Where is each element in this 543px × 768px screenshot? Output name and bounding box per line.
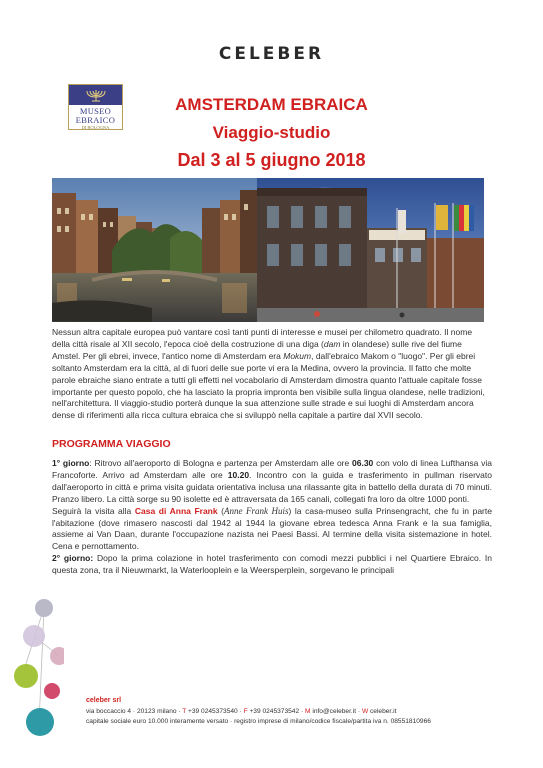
logo-line-2: EBRAICO: [75, 115, 116, 125]
brand-logo-text: CELEBER: [218, 44, 325, 64]
anne-frank-paragraph: Seguirà la visita alla Casa di Anna Frank (Anne Frank Huis) la casa-museo sulla Prinsengracht, che fu in parte l'abitazione (dove rimasero nascosti dal 1942 al 1944 la giovane ebrea tedesca Anna Frank e la sua famiglia, assieme ai Van Daan, durante l'occupazione nazista nei Paesi Bassi. Al termine della visita sistemazione in hotel. Cena e pernottamento.: [52, 505, 492, 552]
logo-line-3: DI BOLOGNA: [81, 125, 110, 130]
title-line-1: AMSTERDAM EBRAICA: [175, 95, 368, 114]
anne-frank-house-link: Casa di Anna Frank: [134, 505, 218, 516]
footer-company: celeber srl: [86, 697, 122, 704]
title-line-2: Viaggio-studio: [212, 123, 331, 142]
logo-line-1: MUSEO: [79, 106, 112, 116]
title-line-3: Dal 3 al 5 giugno 2018: [177, 150, 366, 170]
decorative-circles: [14, 596, 64, 746]
footer-legal: capitale sociale euro 10.000 interamente versato · registro imprese di milano/codice fiscale/partita iva n. 08551810966: [86, 718, 431, 725]
jewish-museum-photo: [257, 178, 484, 322]
footer-website[interactable]: celeber.it: [368, 707, 397, 715]
day2-paragraph: 2° giorno: Dopo la prima colazione in hotel trasferimento con comodi mezzi pubblici i nel Quartiere Ebraico. In questa zona, tra il Nieuwmarkt, la Waterlooplein e la Weersperplein, sorgevano le principali: [52, 553, 492, 576]
intro-paragraph: Nessun altra capitale europea può vantare così tanti punti di interesse e musei per chilometro quadrato. Il nome della città risale al XII secolo, l'epoca cioè della costruzione di una diga (dam in olandese) sulle rive del fiume Amstel. Per gli ebrei, invece, l'antico nome di Amsterdam era Mokum, dall'ebraico Makom o "luogo". Per gli ebrei soltanto Amsterdam era la città, al di fuori delle sue porte vi era la Medina, ovvero la provincia. Il fatto che molte parole ebraiche siano entrate a tutti gli effetti nel vocabolario di Amsterdam dimostra quanto l'attuale capitale fosse importante per questo popolo, che ha lasciato la propria impronta ben visibile sulla lingua olandese, nelle tradizioni, nell'architettura. Il viaggio-studio porterà dunque la sua attenzione sulle strade e sui luoghi di Amsterdam ancora dense di riferimenti alla ricca cultura ebraica che si sviluppò nella capitale a partire dal XVII secolo.: [52, 327, 485, 421]
footer-email[interactable]: info@celeber.it ·: [310, 707, 362, 715]
day1-paragraph: 1° giorno: Ritrovo all'aeroporto di Bologna e partenza per Amsterdam alle ore 06.30 con volo di linea Lufthansa via Francoforte. Arrivo ad Amsterdam alle ore 10.20. Incontro con la guida e trasferimento in pullman riservato dall'aeroporto in città e prima visita guidata orientativa inclusa una rilassante gita in battello della durata di 70 minuti. Pranzo libero. La città sorge su 90 isolette ed è attraversata da 165 canali, collegati fra loro da oltre 1000 ponti.: [52, 458, 492, 504]
footer-contacts: via boccaccio 4 · 20123 milano · T +39 0245373540 · F +39 0245373542 · M info@celeber.it · W celeber.it: [86, 707, 397, 715]
footer: [86, 696, 506, 728]
program-heading: PROGRAMMA VIAGGIO: [52, 438, 171, 450]
photo-strip: [52, 178, 484, 322]
canal-photo: [52, 178, 257, 322]
program-text: [52, 458, 492, 577]
